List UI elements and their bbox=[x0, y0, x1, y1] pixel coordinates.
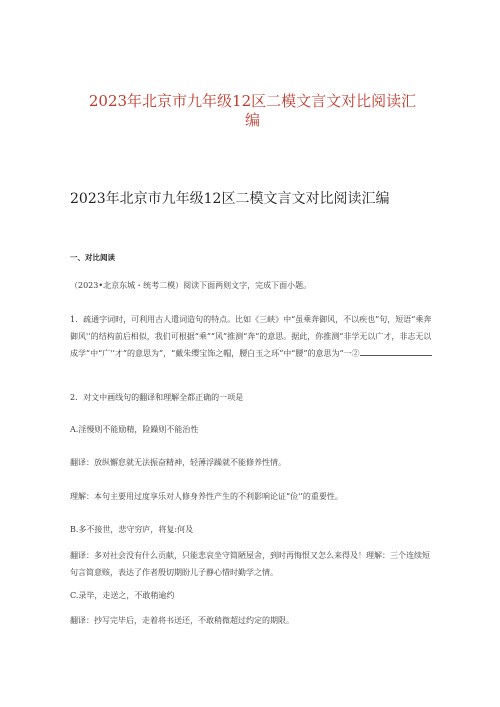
article-heading: 2023年北京市九年级12区二模文言文对比阅读汇编 bbox=[70, 191, 390, 207]
option-a-translation: 翻译：放纵懈怠就无法振奋精神，轻薄浮躁就不能修养性情。 bbox=[70, 458, 286, 467]
option-b: B.多不接世，悲守穷庐，将复:何及 bbox=[70, 525, 194, 534]
question-1-text: 1．疏通字词时，可利用古人遣词造句的特点。比如《三峡》中“虽乘奔御风，不以疾也”句，短语“乘奔御风'’的结构前后相似，我们可根据“乘”“风”推测“奔”的意思。据此，你推测“非学无以广才，非志无以成学”中“广'’才”的意思为”，“戴朱缨宝饰之帽，腰白玉之环”中“腰”的意思为“一② bbox=[70, 315, 432, 358]
section-heading: 一、对比阅读 bbox=[70, 253, 115, 262]
answer-blank bbox=[360, 346, 432, 356]
option-c-translation: 翻译：抄写完毕后，走着将书送还，不敢稍微超过约定的期限。 bbox=[70, 616, 294, 625]
intro-paragraph: （2023•北京东城・统考二模）阅读下面两则文字，完成下面小题。 bbox=[70, 281, 312, 290]
option-a: A.淫慢则不能励精，险躁则不能治性 bbox=[70, 425, 199, 434]
document-title bbox=[80, 92, 425, 130]
option-b-translation: 翻译：多对社会没有什么贡献，只能悲哀坐守简陋屋舍，到时再悔恨又怎么来得及！理解：三个连续短句言简意赅，表达了作者殷切期盼儿子静心惜时勤学之情。 bbox=[70, 551, 430, 577]
question-2: 2．对文中画线句的翻译和理解全都正确的一项是 bbox=[70, 393, 244, 402]
option-a-note: 理解：本句主要用过度享乐对人修身养性产生的不利影响论证“俭'’的重要性。 bbox=[70, 492, 343, 501]
document-title-line2: 编 bbox=[244, 111, 260, 129]
option-c: C.录毕，走送之，不敢稍逾约 bbox=[70, 591, 175, 600]
document-title-line1: 2023年北京市九年级12区二模文言文对比阅读汇 bbox=[88, 92, 417, 110]
question-1 bbox=[70, 311, 436, 362]
